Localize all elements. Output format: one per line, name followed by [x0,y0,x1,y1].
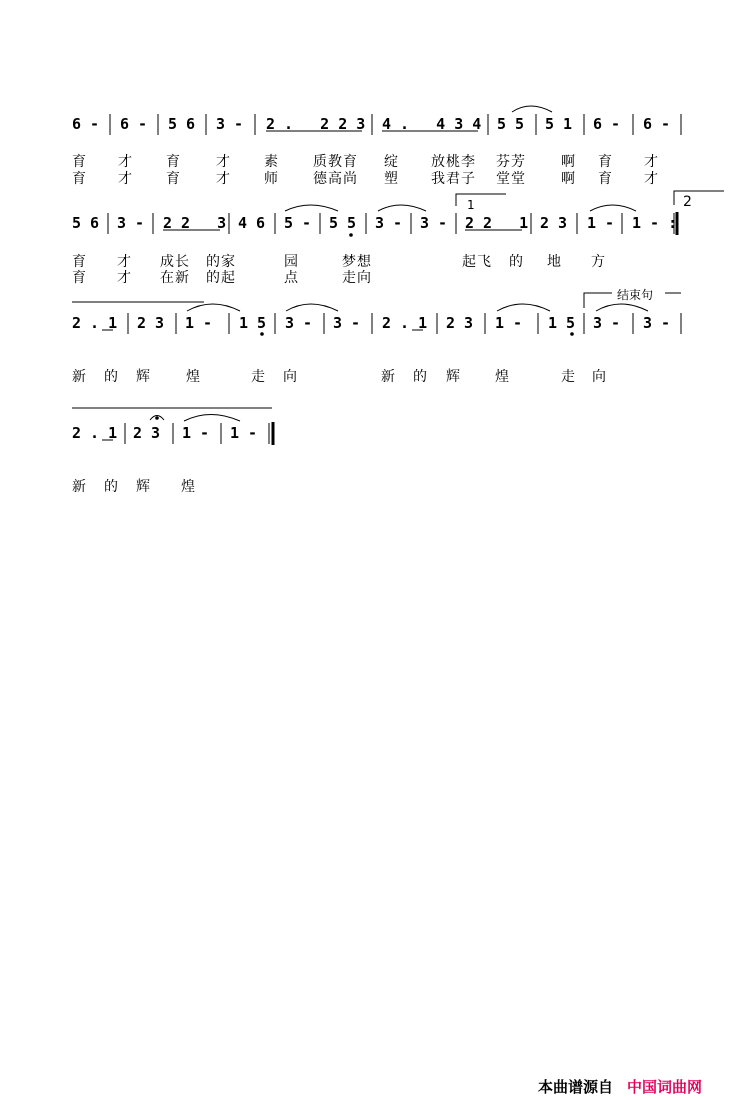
lyric: 向 [283,369,298,385]
lyric: 育 [72,270,87,286]
lyric: 地 [547,254,562,270]
source-label: 本曲谱源自 [538,1078,614,1096]
volta-1-label: 1 [467,198,476,212]
lyric: 辉 [446,369,461,385]
note-group: 1 - [587,214,615,232]
note-group: 3 - [216,115,244,133]
lyrics-verse-2 [0,170,749,188]
note-group: 2 2 3 [163,214,227,232]
lyric: 育 [72,171,87,187]
lyrics-row-3 [0,368,749,386]
source-footer [538,1077,702,1097]
lyric: 新 [381,369,396,385]
lyric: 煌 [181,479,196,495]
note-group: 2 3 [137,314,165,332]
volta-2-label: 2 [683,194,693,210]
notes-row-3 [0,311,749,335]
notes-row-2 [0,211,749,235]
note-group: 4 . 4 3 4 [382,115,482,133]
lyric: 的 [104,479,119,495]
volta-2-label-row [0,193,749,211]
lyric: 啊 [561,171,576,187]
note-group: 5 - [284,214,312,232]
note-group: 2 . 2 2 3 [266,115,366,133]
lyric: 塑 [384,171,399,187]
lyric: 德高尚 [313,171,358,187]
lyric: 方 [591,254,606,270]
note-group: 3 - [593,314,621,332]
note-group: 5 5 [329,214,357,232]
lyric: 起飞 [462,254,492,270]
note-group: 3 - [117,214,145,232]
lyric: 的起 [206,270,236,286]
note-group: 4 6 [238,214,266,232]
lyric: 向 [592,369,607,385]
lyric: 走向 [342,270,372,286]
notes-row-1 [0,112,749,136]
lyric: 素 [264,154,279,170]
lyric: 啊 [561,154,576,170]
slur [187,304,240,311]
lyric: 的家 [206,254,236,270]
lyric: 才 [118,154,133,170]
note-group: 2 3 [133,424,161,442]
lyrics-verse-1 [0,153,749,171]
lyric: 才 [644,154,659,170]
ending-label-row [0,286,749,304]
note-group: 1 5 [239,314,267,332]
note-group: 2 3 [446,314,474,332]
note-group: 2 . 1 [72,424,118,442]
note-group: 2 2 1 [465,214,529,232]
lyric: 园 [284,254,299,270]
note-group: 1 - [182,424,210,442]
lyric: 育 [166,154,181,170]
note-group: 6 - [120,115,148,133]
lyric: 芬芳 [496,154,526,170]
ending-label: 结束句 [617,288,654,302]
lyrics-row-4 [0,478,749,496]
note-group: 3 - [420,214,448,232]
note-group: 6 - [593,115,621,133]
note-group: 5 6 [168,115,196,133]
lyric: 的 [413,369,428,385]
note-group: 5 6 [72,214,100,232]
lyric: 才 [216,171,231,187]
lyric: 煌 [495,369,510,385]
note-group: 6 - [72,115,100,133]
note-group: 1 - : [632,214,678,232]
notes-row-4 [0,421,749,445]
slur [497,304,550,311]
lyric: 的 [509,254,524,270]
lyric: 辉 [136,479,151,495]
lyric: 梦想 [342,254,372,270]
lyric: 走 [561,369,576,385]
lyric: 新 [72,479,87,495]
lyric: 走 [251,369,266,385]
note-group: 1 - [495,314,523,332]
lyric: 绽 [384,154,399,170]
lyric: 才 [117,270,132,286]
lyric: 师 [264,171,279,187]
lyric: 在新 [160,270,190,286]
slur [286,304,338,311]
slur [596,304,648,311]
lyric: 育 [166,171,181,187]
lyric: 煌 [186,369,201,385]
fermata-dot [156,417,159,420]
note-group: 3 - [643,314,671,332]
note-group: 1 - [185,314,213,332]
lyric: 育 [598,171,613,187]
lyric: 我君子 [431,171,476,187]
lyric: 堂堂 [496,171,526,187]
note-group: 3 - [333,314,361,332]
lyric: 才 [117,254,132,270]
site-name[interactable]: 中国词曲网 [627,1078,703,1096]
note-group: 1 - [230,424,258,442]
note-group: 1 5 [548,314,576,332]
lyric: 才 [216,154,231,170]
lyrics-verse-2b [0,269,749,287]
lyric: 新 [72,369,87,385]
fermata [150,416,164,421]
lyric: 点 [284,270,299,286]
lyric: 辉 [136,369,151,385]
lyric: 育 [598,154,613,170]
note-group: 6 - [643,115,671,133]
lyric: 育 [72,254,87,270]
note-group: 3 - [285,314,313,332]
note-group: 2 . 1 [382,314,428,332]
lyric: 质教育 [313,154,358,170]
lyric: 成长 [160,254,190,270]
lyric: 育 [72,154,87,170]
note-group: 3 - [375,214,403,232]
note-group: 5 1 [545,115,573,133]
note-group: 2 . 1 [72,314,118,332]
lyric: 才 [644,171,659,187]
lyric: 的 [104,369,119,385]
note-group: 5 5 [497,115,525,133]
note-group: 2 3 [540,214,568,232]
lyric: 才 [118,171,133,187]
lyric: 放桃李 [431,154,476,170]
